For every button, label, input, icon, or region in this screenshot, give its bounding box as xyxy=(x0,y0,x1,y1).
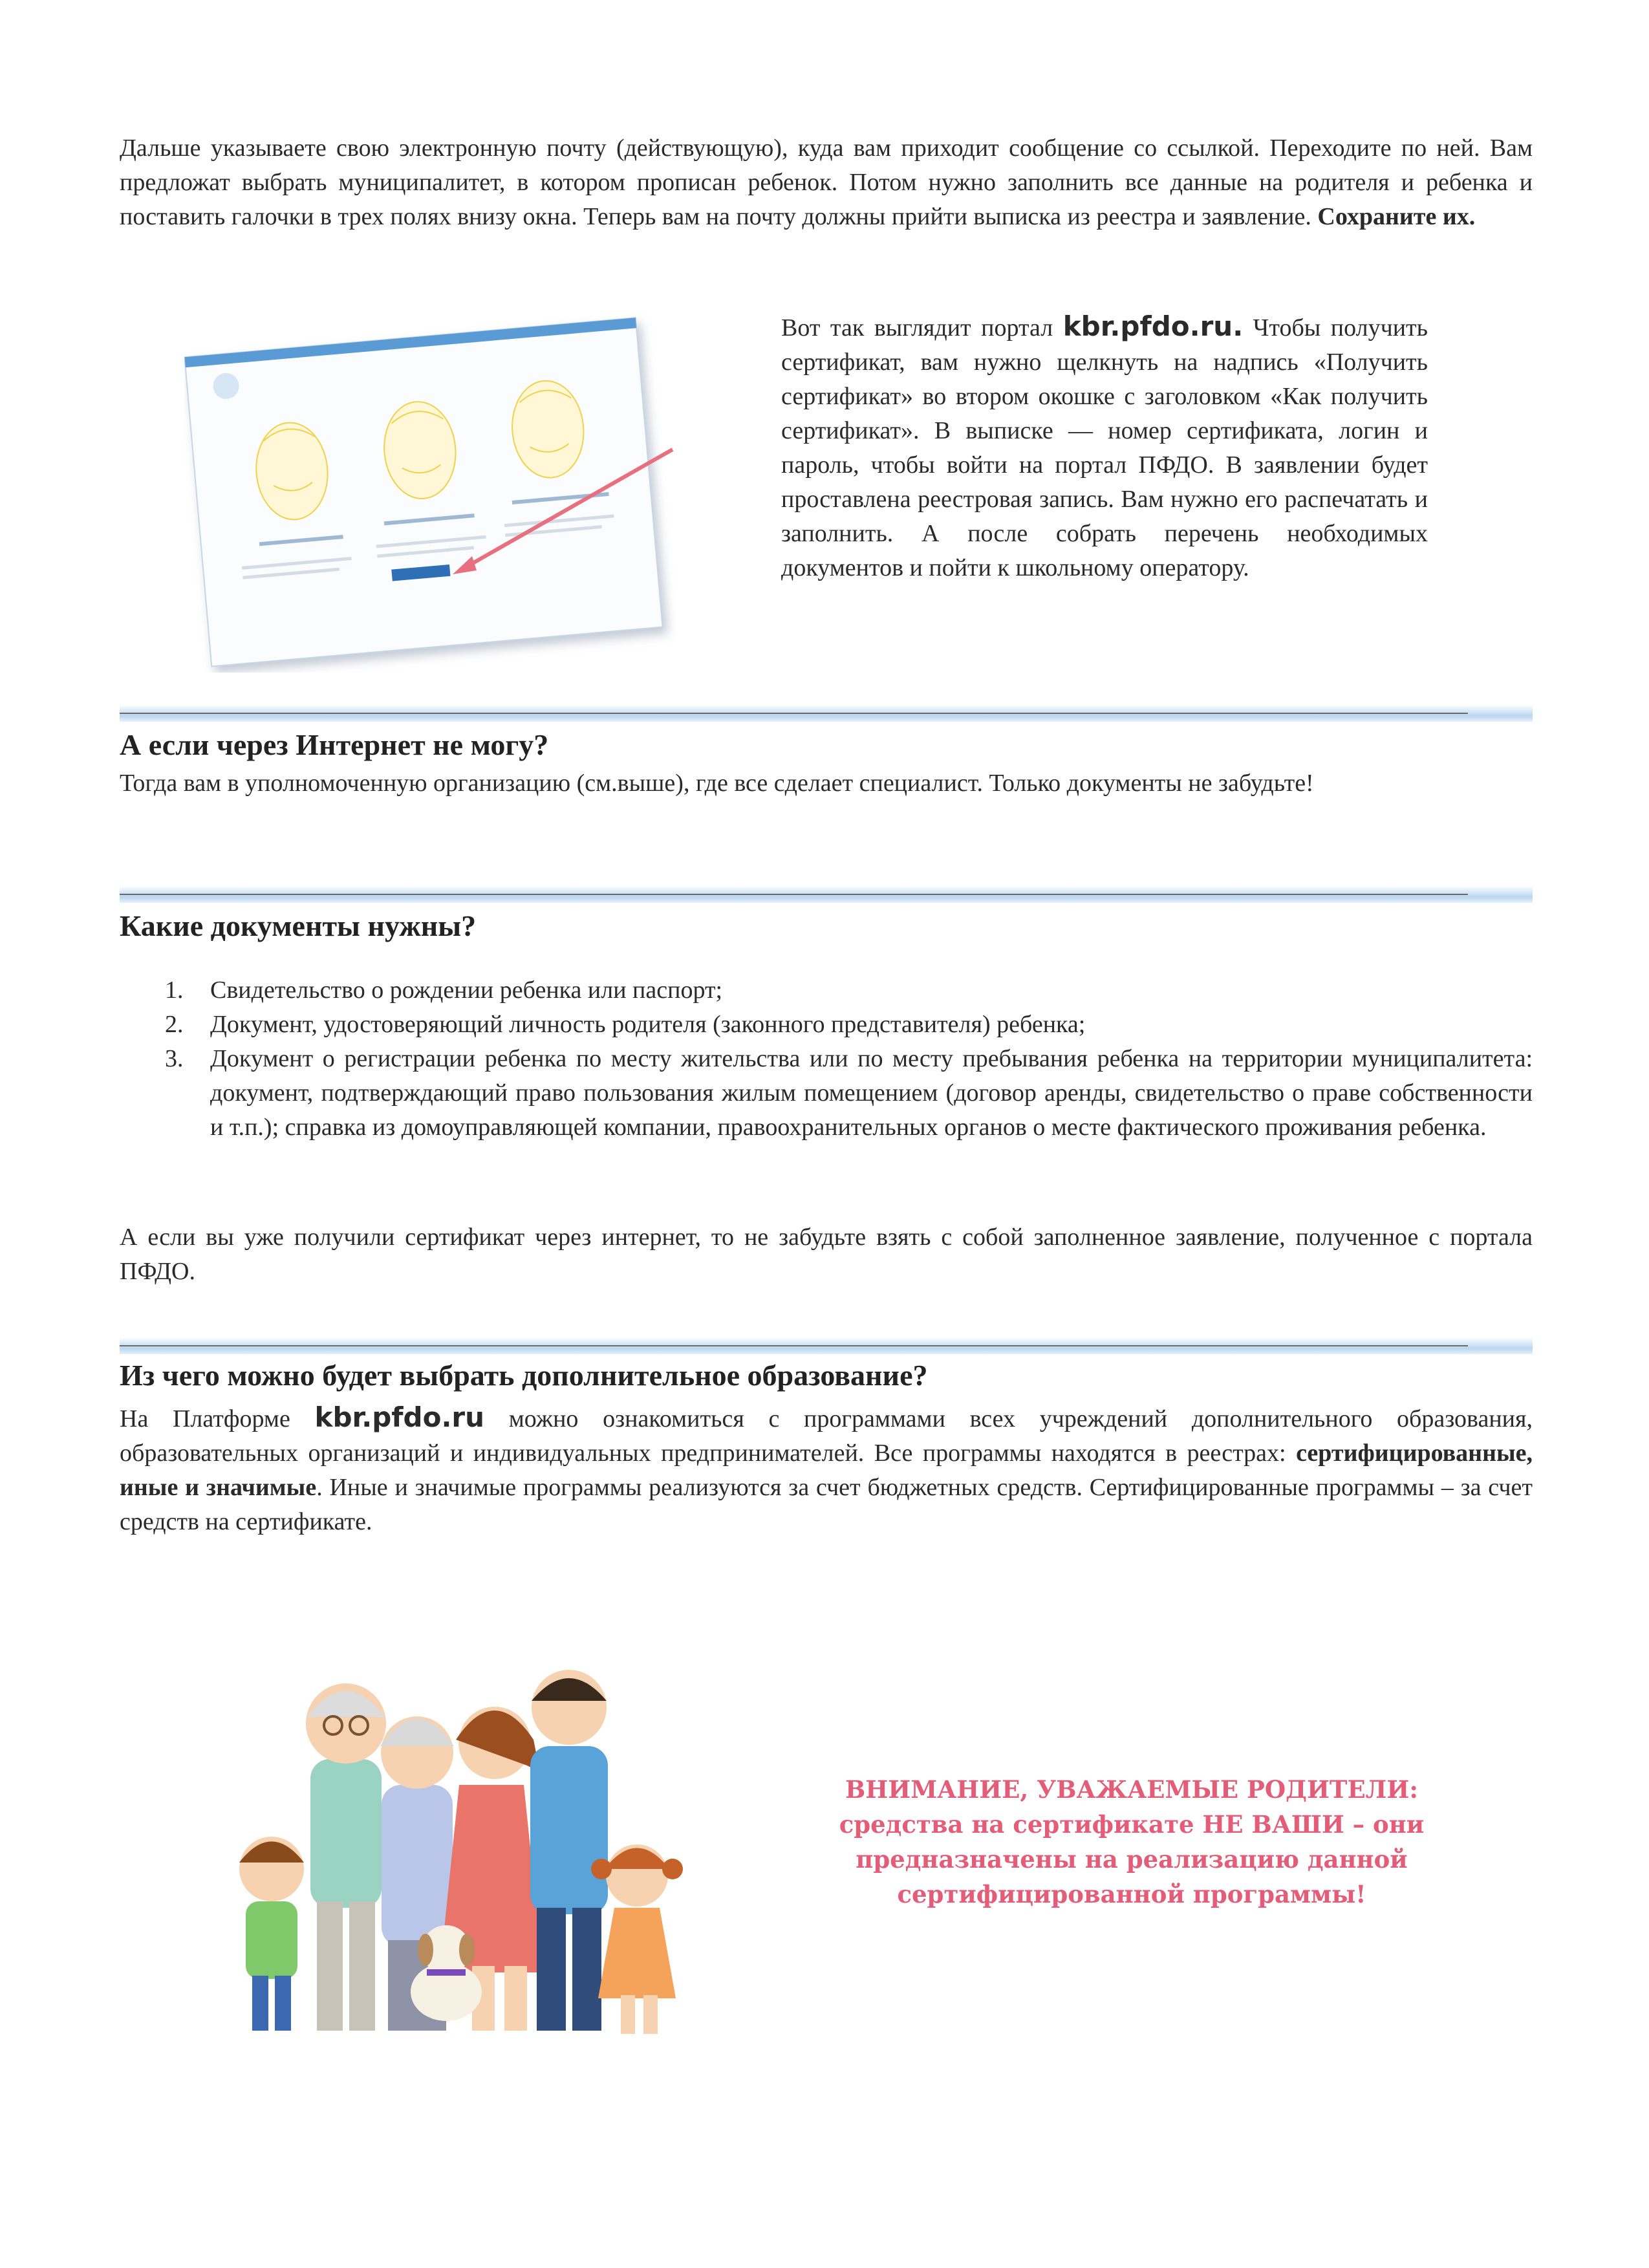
family-image xyxy=(233,1656,698,2057)
attention-notice xyxy=(821,1772,1442,1912)
intro-text: Дальше указываете свою электронную почту (действующую), куда вам приходит сообщение со ссылкой. Переходите по ней. Вам предложат выбрать муниципалитет, в котором прописан ребенок. Потом нужно заполнить все данные на родителя и ребенка и поставить галочки в трех полях внизу окна. Теперь вам на почту должны прийти выписка из реестра и заявление. xyxy=(120,135,1533,230)
list-item-text: Документ о регистрации ребенка по месту жительства или по месту пребывания ребенка на территории муниципалитета: документ, подтверждающий право пользования жилым помещением (договор аренды, свидетельство о праве собственности и т.п.); справка из домоуправляющей компании, правоохранительных органов о месте фактического проживания ребенка. xyxy=(210,1045,1533,1141)
list-item xyxy=(120,1008,1533,1042)
list-item-text: Документ, удостоверяющий личность родителя (законного представителя) ребенка; xyxy=(210,1011,1086,1038)
section-internet-title: А если через Интернет не могу? xyxy=(120,728,549,761)
portal-text: Чтобы получить сертификат, вам нужно щелкнуть на надпись «Получить сертификат» во втором окошке с заголовком «Как получить сертификат». В выписке — номер сертификата, логин и пароль, чтобы войти на портал ПФДО. В заявлении будет проставлена реестровая запись. Вам нужно его распечатать и заполнить. А после собрать перечень необходимых документов и пойти к школьному оператору. xyxy=(781,314,1428,581)
section-choice-title: Из чего можно будет выбрать дополнительное образование? xyxy=(120,1359,928,1392)
list-item-number: 1. xyxy=(165,977,184,1004)
section-docs-title: Какие документы нужны? xyxy=(120,909,477,942)
choice-post: . Иные и значимые программы реализуются за счет бюджетных средств. Сертифицированные программы – за счет средств на сертификате. xyxy=(120,1474,1533,1535)
choice-mid: можно ознакомиться с программами всех учреждений дополнительного образования, образовательных организаций и индивидуальных предпринимателей. Все программы находятся в реестрах: xyxy=(120,1405,1533,1467)
intro-paragraph xyxy=(120,131,1533,234)
attention-line-4: сертифицированной программы! xyxy=(897,1880,1366,1908)
section-choice-text xyxy=(120,1400,1533,1539)
family-illustration xyxy=(233,1656,698,2057)
intro-bold: Сохраните их. xyxy=(1317,203,1476,230)
list-item xyxy=(120,1042,1533,1145)
list-item xyxy=(120,973,1533,1008)
portal-screenshot-image xyxy=(184,310,676,673)
section-divider xyxy=(120,705,1533,722)
list-item-number: 2. xyxy=(165,1011,184,1038)
list-item-text: Свидетельство о рождении ребенка или паспорт; xyxy=(210,977,723,1004)
section-docs-note: А если вы уже получили сертификат через интернет, то не забудьте взять с собой заполненное заявление, полученное с портала ПФДО. xyxy=(120,1224,1533,1285)
choice-bold: сертифицированные, иные и значимые xyxy=(120,1440,1533,1501)
portal-domain: kbr.pfdo.ru. xyxy=(1062,310,1244,342)
attention-line-3: предназначены на реализацию данной xyxy=(856,1845,1408,1874)
attention-line-2: средства на сертификате НЕ ВАШИ – они xyxy=(839,1810,1425,1839)
section-divider xyxy=(120,886,1533,903)
choice-domain: kbr.pfdo.ru xyxy=(314,1401,485,1433)
list-item-number: 3. xyxy=(165,1045,184,1072)
portal-pre: Вот так выглядит портал xyxy=(781,314,1053,341)
choice-pre: На Платформе xyxy=(120,1405,290,1432)
section-divider xyxy=(120,1337,1533,1354)
portal-screenshot xyxy=(184,310,676,673)
attention-line-1: ВНИМАНИЕ, УВАЖАЕМЫЕ РОДИТЕЛИ: xyxy=(845,1775,1418,1804)
documents-list xyxy=(120,973,1533,1145)
portal-paragraph xyxy=(781,309,1428,585)
section-internet-text: Тогда вам в уполномоченную организацию (см.выше), где все сделает специалист. Только документы не забудьте! xyxy=(120,770,1314,797)
